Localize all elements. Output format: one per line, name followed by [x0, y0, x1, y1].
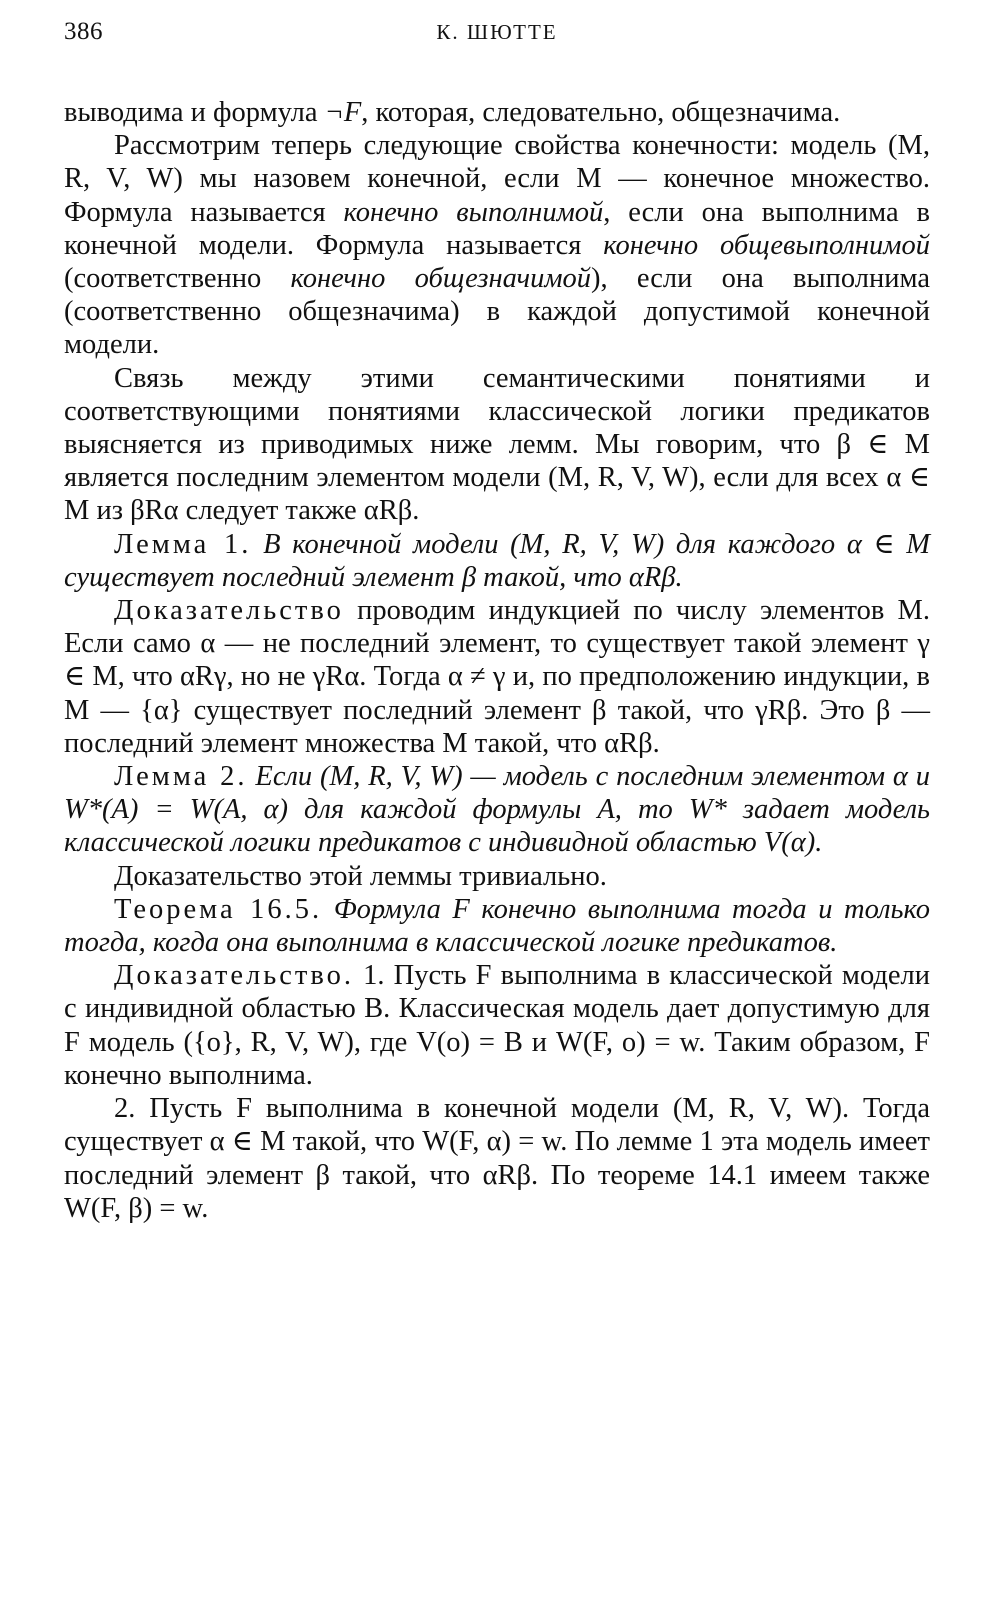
theorem-statement: Формула F конечно выполнима тогда и только тогда, когда она выполнима в классической логике предикатов.	[64, 893, 930, 959]
proof-lemma-1: Доказательство проводим индукцией по числу элементов M. Если само α — не последний элемент, то существует такой элемент γ ∈ M, что αRγ, но не γRα. Тогда α ≠ γ и, по предположению индукции, в M — {α} существует последний элемент β такой, что γRβ. Это β — последний элемент множества M такой, что αRβ.	[64, 595, 930, 759]
proof-theorem-part-2: 2. Пусть F выполнима в конечной модели (M, R, V, W). Тогда существует α ∈ M такой, что W(F, α) = w. По лемме 1 эта модель имеет последний элемент β такой, что αRβ. По теореме 14.1 имеем также W(F, β) = w.	[64, 1093, 930, 1224]
page-body	[64, 96, 930, 1225]
lemma-1-statement: В конечной модели (M, R, V, W) для каждого α ∈ M существует последний элемент β такой, что αRβ.	[64, 528, 931, 593]
lemma-2	[64, 760, 930, 860]
proof-theorem-part-1: Доказательство. 1. Пусть F выполнима в классической модели с индивидной областью B. Классическая модель дает допустимую для F модель ({o}, R, V, W), где V(o) = B и W(F, o) = w. Таким образом, F конечно выполнима.	[64, 960, 930, 1091]
lemma-1	[64, 528, 930, 594]
page-header	[64, 18, 930, 54]
theorem-heading: Теорема 16.5.	[114, 893, 323, 925]
term-finitely-valid: конечно общезначимой	[290, 263, 592, 295]
lemma-2-heading: Лемма 2.	[114, 761, 248, 793]
proof-heading: Доказательство.	[114, 960, 354, 992]
paragraph-finiteness-definitions: Рассмотрим теперь следующие свойства конечности: модель (M, R, V, W) мы назовем конечной, если M — конечное множество. Формула называется конечно выполнимой, если она выполнима в конечной модели. Формула называется конечно общевыполнимой (соответственно конечно общезначимой), если она выполнима (соответственно общезначима) в каждой допустимой конечной модели.	[64, 130, 931, 361]
proof-lemma-2: Доказательство этой леммы тривиально.	[114, 860, 607, 892]
page-number: 386	[64, 18, 103, 45]
running-title: К. ШЮТТЕ	[436, 20, 558, 44]
proof-heading: Доказательство	[114, 595, 344, 627]
lemma-1-heading: Лемма 1.	[114, 528, 252, 560]
term-finitely-satisfiable: конечно выполнимой	[343, 196, 604, 228]
lemma-2-statement: Если (M, R, V, W) — модель с последним элементом α и W*(A) = W(A, α) для каждой формулы A, то W* задает модель классической логики предикатов с индивидной областью V(α).	[64, 761, 930, 859]
paragraph-continuation: выводима и формула ¬F, которая, следовательно, общезначима.	[64, 97, 841, 128]
theorem-16-5	[64, 893, 930, 959]
term-finitely-generally-satisfiable: конечно общевыполнимой	[603, 229, 930, 261]
paragraph-last-element: Связь между этими семантическими понятиями и соответствующими понятиями классической логики предикатов выясняется из приводимых ниже лемм. Мы говорим, что β ∈ M является последним элементом модели (M, R, V, W), если для всех α ∈ M из βRα следует также αRβ.	[64, 362, 930, 527]
